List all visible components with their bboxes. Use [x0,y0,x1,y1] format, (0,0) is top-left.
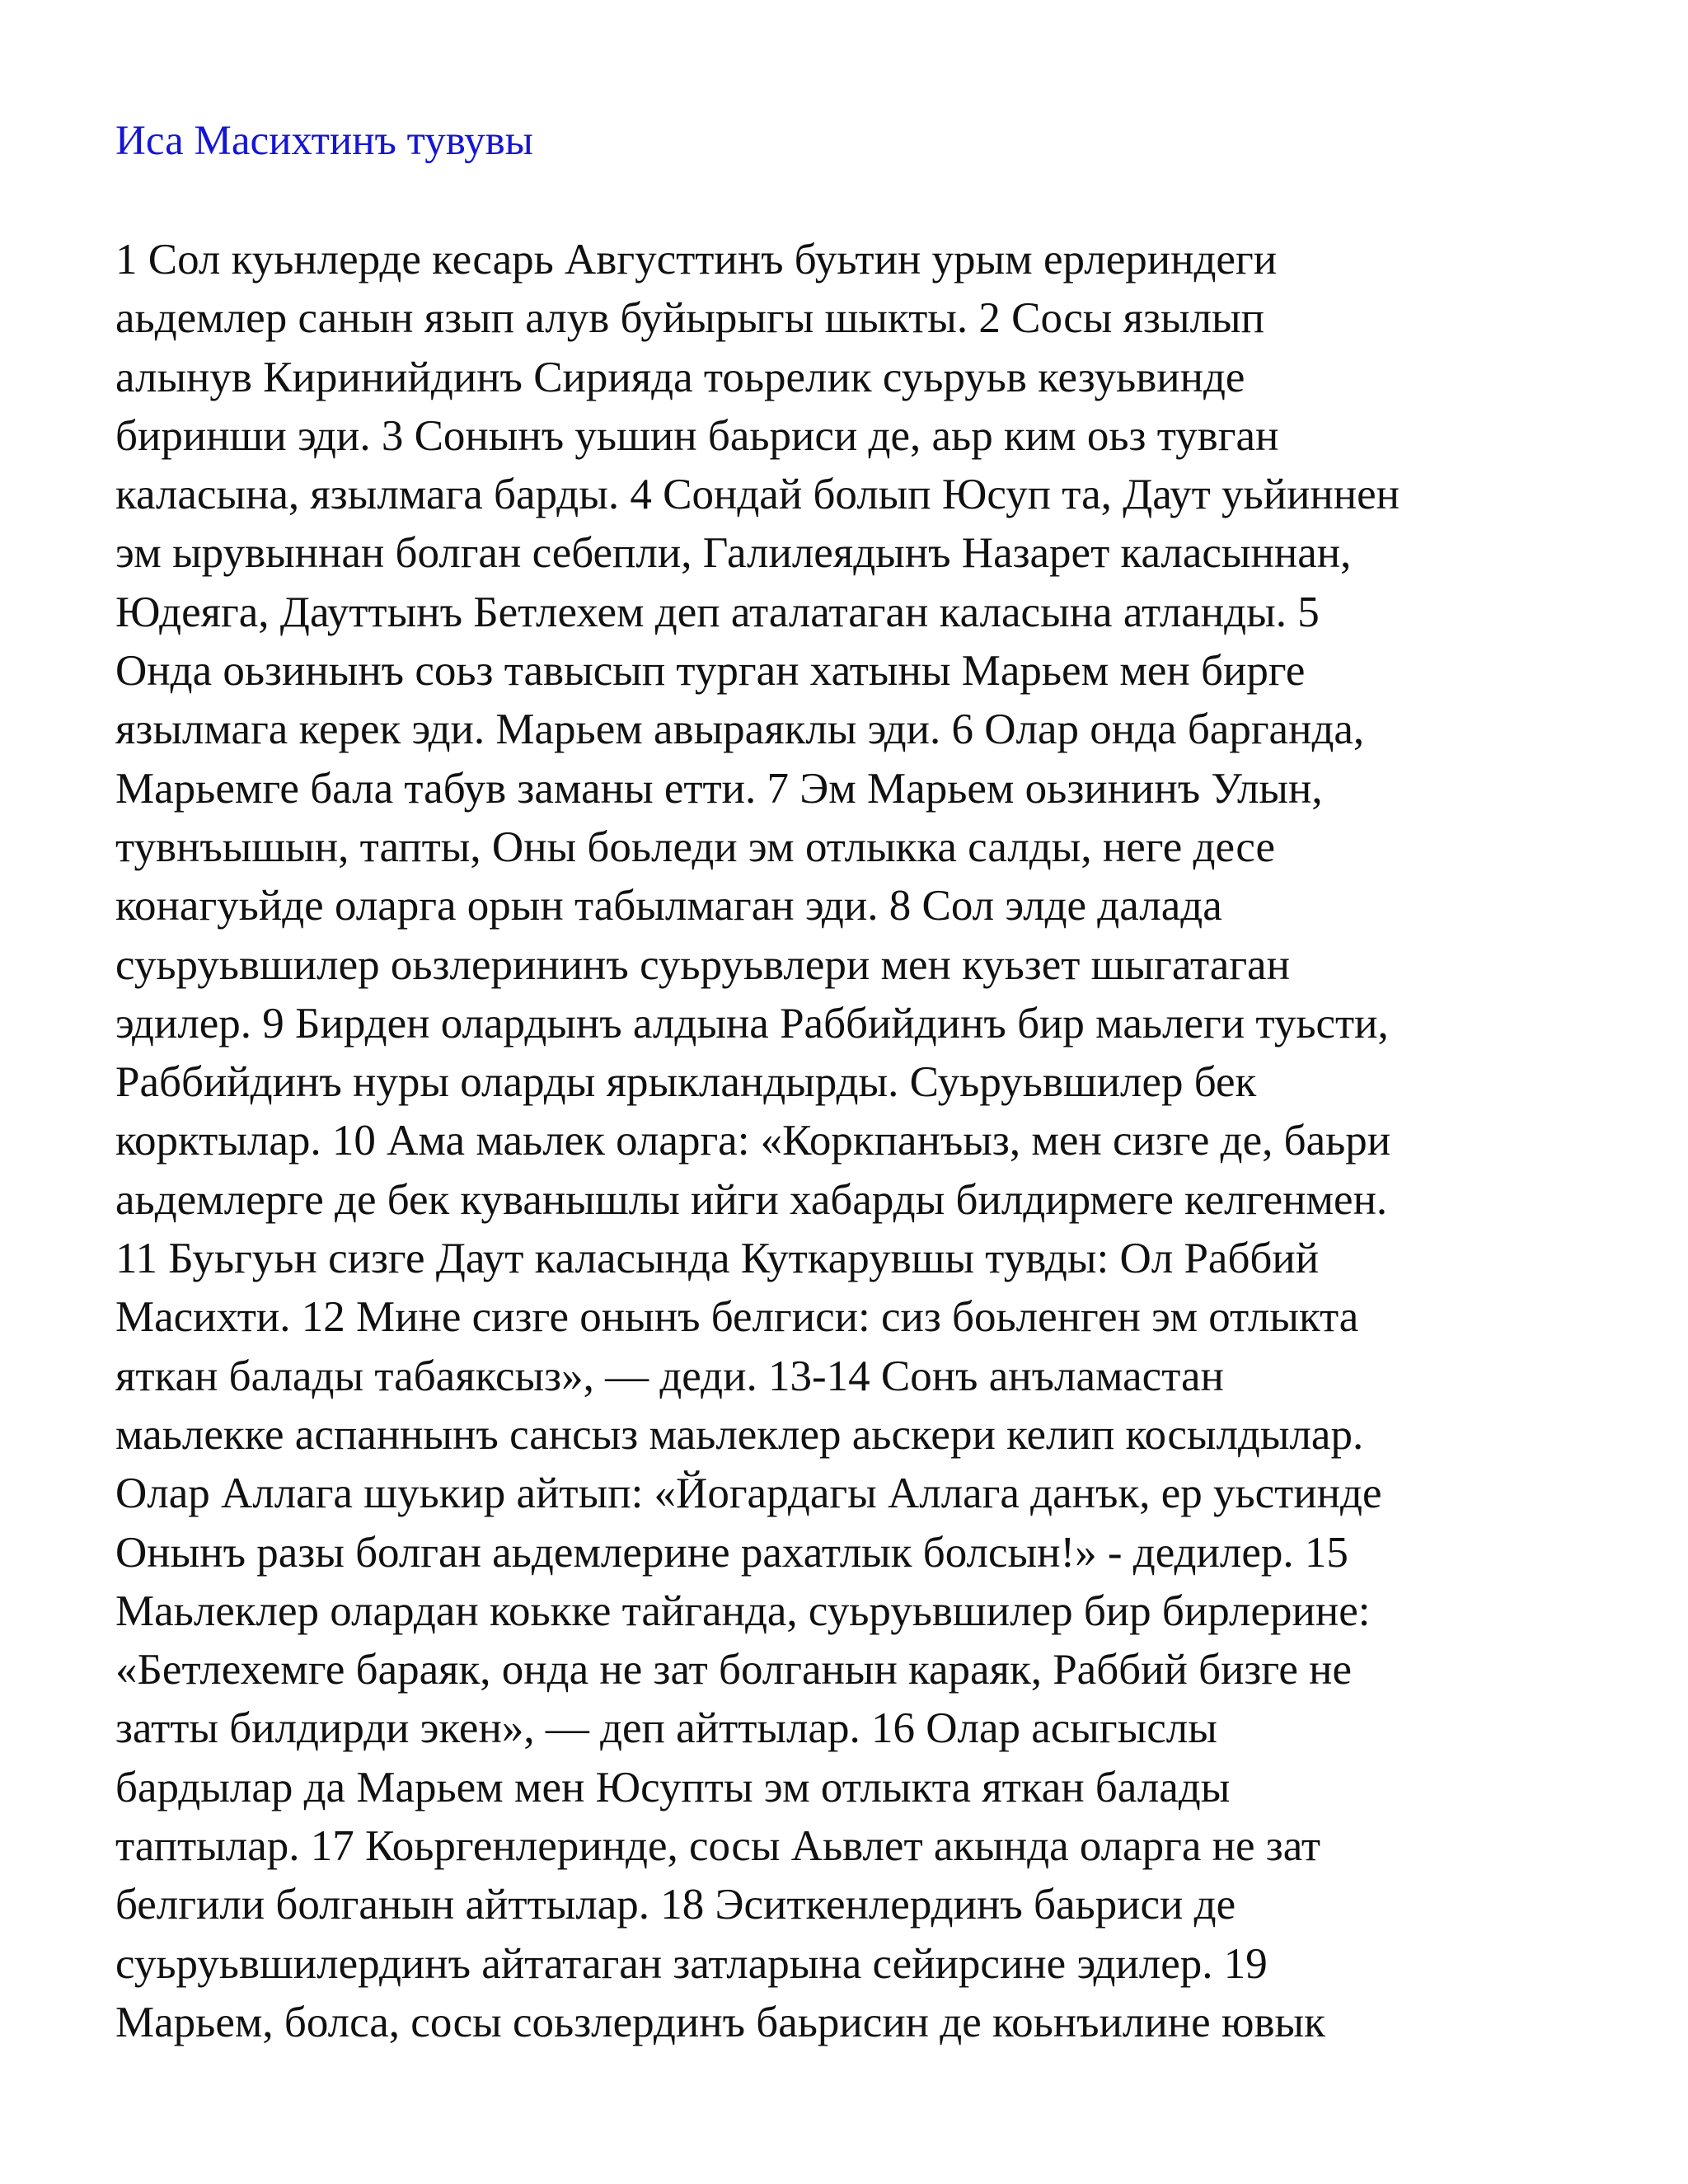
text-line: суьруьвшилердинъ айтатаган затларына сейирсине эдилер. 19 [115,1939,1268,1988]
text-line: эм ырувыннан болган себепли, Галилеядынъ Назарет каласыннан, [115,529,1352,578]
text-line: затты билдирди экен», — деп айттылар. 16 Олар асыгыслы [115,1704,1217,1753]
text-line: бардылар да Марьем мен Юсупты эм отлыкта яткан балады [115,1763,1231,1811]
text-line: Маьлеклер олардан коькке тайганда, суьруьвшилер бир бирлерине: [115,1586,1371,1635]
text-line: биринши эди. 3 Сонынъ уьшин баьриси де, аьр ким оьз тувган [115,411,1279,460]
text-line: конагуьйде оларга орын табылмаган эди. 8 Сол элде далада [115,882,1222,930]
text-line: Марьем, болса, сосы соьзлердинъ баьрисин де коьнъилине ювык [115,1998,1325,2046]
text-line: каласына, язылмага барды. 4 Сондай болып Юсуп та, Даут уьйиннен [115,471,1400,519]
text-line: Раббийдинъ нуры оларды ярыкландырды. Суьруьвшилер бек [115,1058,1257,1107]
text-line: аьдемлер санын язып алув буйырыгы шыкты. 2 Сосы язылып [115,294,1264,343]
body-paragraph [115,231,1591,2052]
text-line: таптылар. 17 Коьргенлеринде, сосы Аьвлет акында оларга не зат [115,1822,1321,1871]
text-line: эдилер. 9 Бирден олардынъ алдына Раббийдинъ бир маьлеги туьсти, [115,999,1389,1047]
text-line: суьруьвшилер оьзлерининъ суьруьвлери мен куьзет шыгатаган [115,940,1290,989]
page-title: Иса Масихтинъ тувувы [115,118,533,164]
text-line: Масихти. 12 Мине сизге онынъ белгиси: сиз боьленген эм отлыкта [115,1293,1359,1342]
text-line: алынув Киринийдинъ Сирияда тоьрелик суьруьв кезуьвинде [115,353,1245,401]
text-line: аьдемлерге де бек куванышлы ийги хабарды билдирмеге келгенмен. [115,1175,1388,1224]
text-line: 11 Буьгуьн сизге Даут каласында Куткарувшы тувды: Ол Раббий [115,1235,1320,1283]
text-line: Юдеяга, Дауттынъ Бетлехем деп аталатаган каласына атланды. 5 [115,588,1320,636]
text-line: Олар Аллага шуькир айтып: «Йогардагы Аллага данък, ер уьстинде [115,1469,1382,1518]
text-line: Онда оьзинынъ соьз тавысып турган хатыны Марьем мен бирге [115,647,1306,696]
text-line: тувнъышын, тапты, Оны боьледи эм отлыкка салды, неге десе [115,823,1276,871]
text-line: язылмага керек эди. Марьем авыраяклы эди. 6 Олар онда барганда, [115,705,1365,754]
text-line: 1 Сол куьнлерде кесарь Августтинъ буьтин урым ерлериндеги [115,236,1278,284]
text-line: корктылар. 10 Ама маьлек оларга: «Коркпанъыз, мен сизге де, баьри [115,1117,1391,1165]
text-line: яткан балады табаяксыз», — деди. 13-14 Сонъ анъламастан [115,1352,1224,1400]
document-page [115,115,1591,2052]
text-line: Онынъ разы болган аьдемлерине рахатлык болсын!» - дедилер. 15 [115,1528,1348,1577]
text-line: маьлекке аспаннынъ сансыз маьлеклер аьскери келип косылдылар. [115,1410,1364,1459]
text-line: «Бетлехемге бараяк, онда не зат болганын караяк, Раббий бизге не [115,1646,1353,1694]
text-line: Марьемге бала табув заманы етти. 7 Эм Марьем оьзининъ Улын, [115,764,1323,813]
text-line: белгили болганын айттылар. 18 Эситкенлердинъ баьриси де [115,1881,1236,1929]
